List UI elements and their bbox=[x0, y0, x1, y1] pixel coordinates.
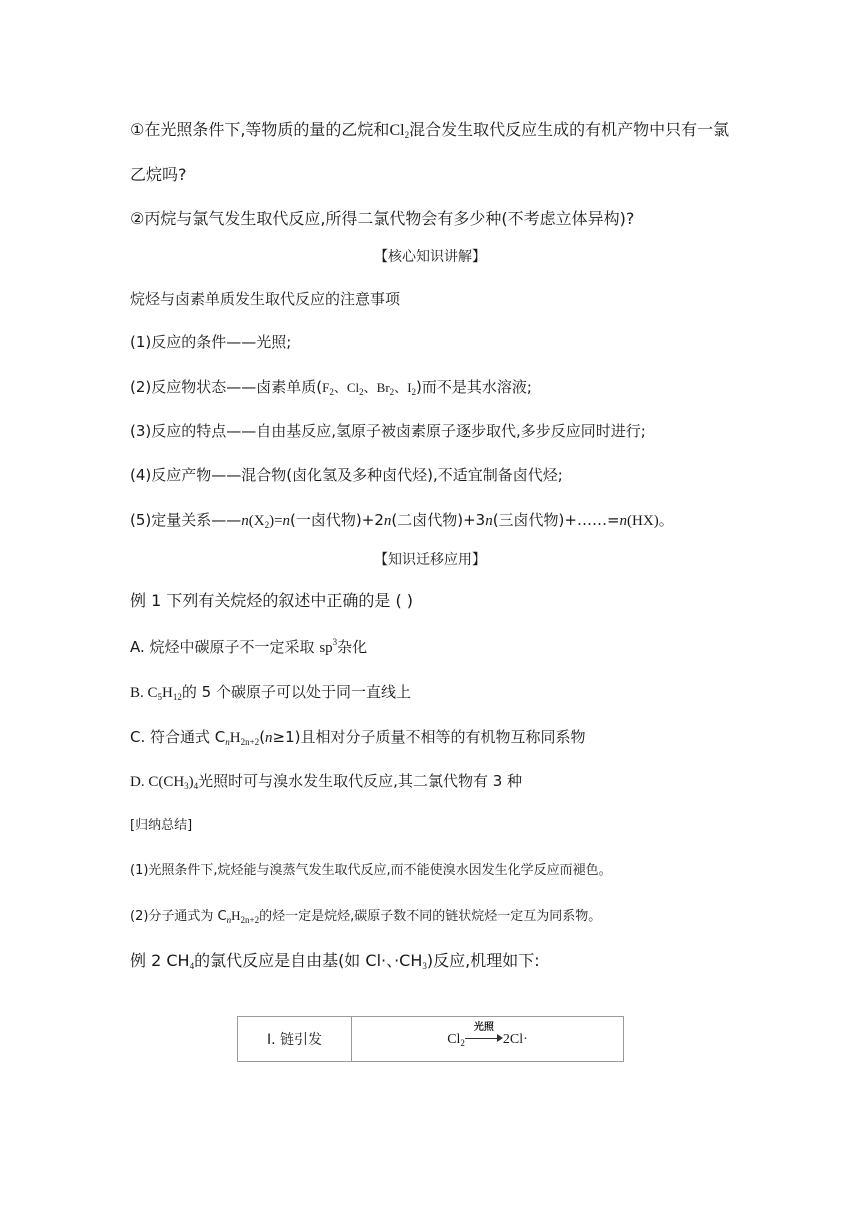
example-1-stem: 例 1 下列有关烷烃的叙述中正确的是 ( ) bbox=[130, 591, 414, 610]
note-4: (4)反应产物——混合物(卤化氢及多种卤代烃),不适宜制备卤代烃; bbox=[130, 466, 563, 484]
question-1-text: ①在光照条件下,等物质的量的乙烷和 bbox=[130, 120, 390, 139]
example-1-option-a: A. 烷烃中碳原子不一定采取 $sp^3$杂化 bbox=[130, 637, 368, 656]
summary-point-1: (1)光照条件下,烷烃能与溴蒸气发生取代反应,而不能使溴水因发生化学反应而褪色。 bbox=[130, 863, 612, 878]
question-1-line-2: 乙烷吗? bbox=[130, 165, 187, 184]
example-1-option-b: B. $C_5H_{12}$的 5 个碳原子可以处于同一直线上 bbox=[130, 683, 411, 702]
example-1-option-c: C. 符合通式 $C_nH_{2n+2}(n\ge 1)$且相对分子质量不相等的有机物互称同系物 bbox=[130, 728, 586, 747]
note-2: (2)反应物状态——卤素单质($F_2$、$Cl_2$、$Br_2$、$I_2$)而不是其水溶液; bbox=[130, 378, 532, 397]
chlorine-formula: $Cl_2$ bbox=[389, 122, 410, 140]
section-title-core-knowledge: 【核心知识讲解】 bbox=[374, 249, 486, 265]
note-1: (1)反应的条件——光照; bbox=[130, 333, 292, 351]
question-2: ②丙烷与氯气发生取代反应,所得二氯代物会有多少种(不考虑立体异构)? bbox=[130, 209, 635, 228]
equation-product: 2Cl· bbox=[502, 1031, 528, 1047]
equation-reactant: $Cl_2$ bbox=[447, 1031, 465, 1048]
section-title-knowledge-application: 【知识迁移应用】 bbox=[374, 552, 486, 568]
question-1-line-1: ①在光照条件下,等物质的量的乙烷和$Cl_2$混合发生取代反应生成的有机产物中只有一氯 bbox=[130, 120, 730, 140]
reaction-condition: 光照 bbox=[473, 1021, 494, 1033]
example-1-option-d: D. $C(CH_3)_4$光照时可与溴水发生取代反应,其二氯代物有 3 种 bbox=[130, 772, 523, 791]
reaction-arrow-icon bbox=[465, 1021, 503, 1045]
note-3: (3)反应的特点——自由基反应,氢原子被卤素原子逐步取代,多步反应同时进行; bbox=[130, 422, 646, 440]
summary-title: [归纳总结] bbox=[130, 818, 193, 833]
notes-intro: 烷烃与卤素单质发生取代反应的注意事项 bbox=[130, 290, 401, 308]
example-2-stem: 例 2 $CH_4$的氯代反应是自由基(如 Cl·、$\cdot CH_3$)反应,机理如下: bbox=[130, 951, 540, 971]
note-5: (5)定量关系$——n(X_2)=n$(一卤代物)+2n(二卤代物)+3n(三卤代物)+……=n(HX)。 bbox=[130, 511, 674, 530]
summary-point-2: (2)分子通式为 $C_nH_{2n+2}$的烃一定是烷烃,碳原子数不同的链状烷烃一定互为同系物。 bbox=[130, 908, 602, 925]
mechanism-row-initiation bbox=[238, 1017, 624, 1062]
mechanism-equation bbox=[352, 1017, 624, 1062]
mechanism-step-label: Ⅰ. 链引发 bbox=[238, 1017, 352, 1062]
mechanism-table bbox=[237, 1016, 624, 1062]
